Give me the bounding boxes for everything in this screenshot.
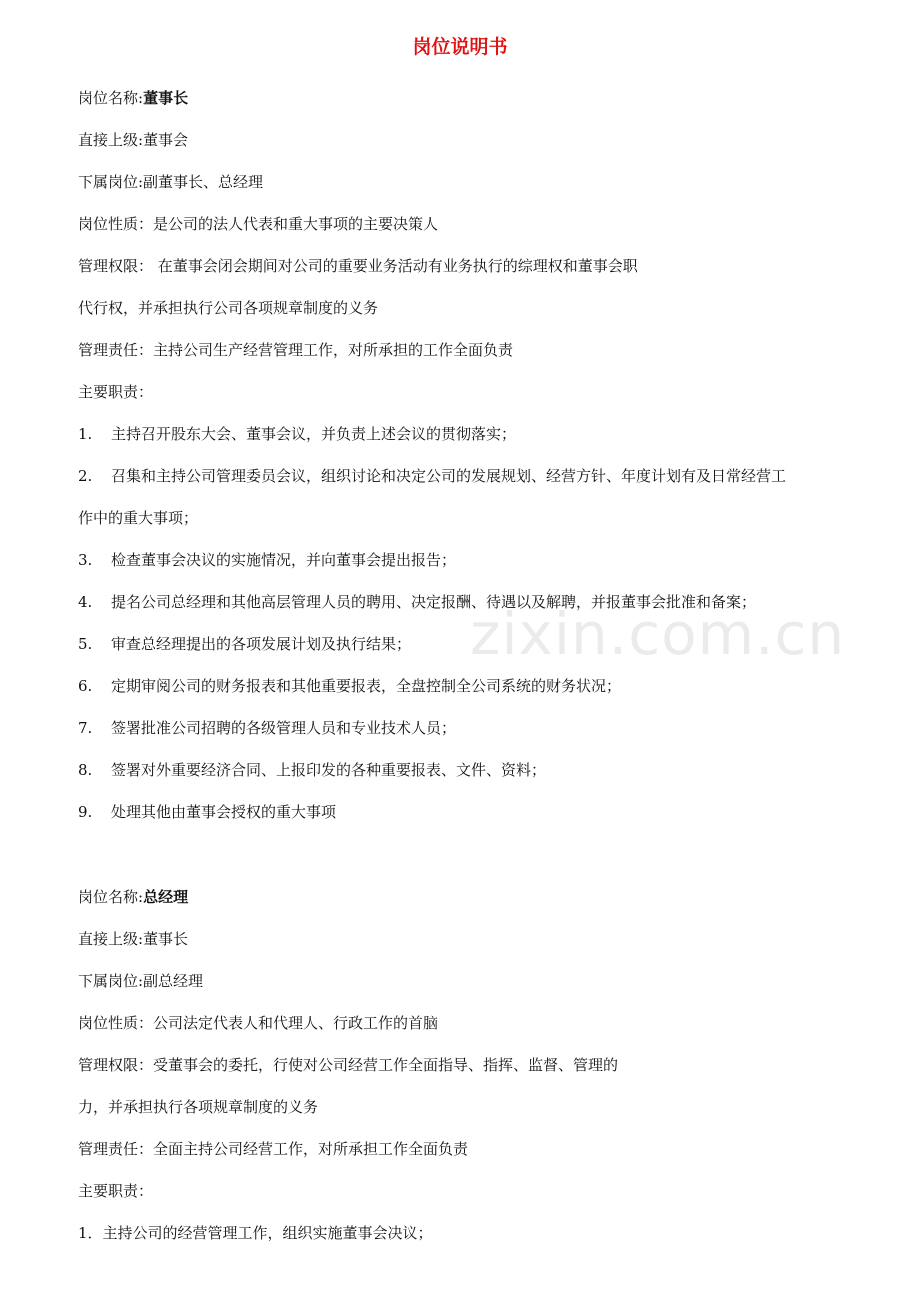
s1-duty-item bbox=[78, 424, 516, 444]
s1-duty-text: 主持召开股东大会、董事会议，并负责上述会议的贯彻落实； bbox=[111, 425, 517, 443]
s1-duty-continuation: 作中的重大事项； bbox=[78, 509, 199, 527]
s2-authority-line2: 力，并承担执行各项规章制度的义务 bbox=[78, 1098, 319, 1116]
s1-position-name bbox=[78, 88, 188, 108]
s1-duty-text: 处理其他由董事会授权的重大事项 bbox=[111, 803, 337, 821]
s2-nature: 岗位性质：公司法定代表人和代理人、行政工作的首脑 bbox=[78, 1014, 439, 1032]
s1-duty-item bbox=[78, 634, 411, 654]
s1-superior: 直接上级:董事会 bbox=[78, 131, 189, 149]
s1-nature: 岗位性质：是公司的法人代表和重大事项的主要决策人 bbox=[78, 215, 439, 233]
s1-duty-num: 1. bbox=[78, 425, 93, 443]
s1-duty-num: 4. bbox=[78, 593, 93, 611]
s2-duty-item: 1．主持公司的经营管理工作，组织实施董事会决议； bbox=[78, 1224, 433, 1242]
s1-name-value: 董事长 bbox=[143, 89, 189, 107]
s1-duty-item bbox=[78, 718, 456, 738]
s1-responsibility: 管理责任：主持公司生产经营管理工作，对所承担的工作全面负责 bbox=[78, 341, 514, 359]
s2-authority-line1: 管理权限：受董事会的委托，行使对公司经营工作全面指导、指挥、监督、管理的 bbox=[78, 1056, 619, 1074]
s1-duty-num: 5. bbox=[78, 635, 93, 653]
s1-duty-item bbox=[78, 592, 756, 612]
s2-subordinates: 下属岗位:副总经理 bbox=[78, 972, 204, 990]
s2-name-label: 岗位名称: bbox=[78, 888, 144, 906]
s1-duty-item bbox=[78, 760, 546, 780]
s1-duty-text: 签署批准公司招聘的各级管理人员和专业技术人员； bbox=[111, 719, 457, 737]
s1-duty-num: 6. bbox=[78, 677, 93, 695]
s1-duty-text: 召集和主持公司管理委员会议，组织讨论和决定公司的发展规划、经营方针、年度计划有及日常经营工 bbox=[111, 467, 787, 485]
s1-authority-line2: 代行权，并承担执行公司各项规章制度的义务 bbox=[78, 299, 379, 317]
s1-duty-item bbox=[78, 550, 456, 570]
s1-duty-text: 检查董事会决议的实施情况，并向董事会提出报告； bbox=[111, 551, 457, 569]
s1-duty-item bbox=[78, 802, 336, 822]
s1-name-label: 岗位名称: bbox=[78, 89, 144, 107]
document-title: 岗位说明书 bbox=[412, 36, 508, 58]
s1-duty-text: 定期审阅公司的财务报表和其他重要报表，全盘控制全公司系统的财务状况； bbox=[111, 677, 622, 695]
s1-duty-num: 2. bbox=[78, 467, 93, 485]
s1-duty-num: 9. bbox=[78, 803, 93, 821]
s2-name-value: 总经理 bbox=[143, 888, 189, 906]
s2-duties-label: 主要职责： bbox=[78, 1182, 154, 1200]
s1-duty-item bbox=[78, 676, 621, 696]
s2-position-name bbox=[78, 887, 188, 907]
s1-duties-label: 主要职责： bbox=[78, 383, 154, 401]
s1-subordinates: 下属岗位:副董事长、总经理 bbox=[78, 173, 264, 191]
s1-duty-text: 审查总经理提出的各项发展计划及执行结果； bbox=[111, 635, 412, 653]
s1-duty-text: 签署对外重要经济合同、上报印发的各种重要报表、文件、资料； bbox=[111, 761, 547, 779]
s1-duty-item bbox=[78, 466, 786, 486]
s1-authority-line1: 管理权限： 在董事会闭会期间对公司的重要业务活动有业务执行的综理权和董事会职 bbox=[78, 257, 638, 275]
s2-responsibility: 管理责任：全面主持公司经营工作，对所承担工作全面负责 bbox=[78, 1140, 469, 1158]
s1-duty-text: 提名公司总经理和其他高层管理人员的聘用、决定报酬、待遇以及解聘，并报董事会批准和备案； bbox=[111, 593, 757, 611]
s1-duty-num: 7. bbox=[78, 719, 93, 737]
s2-superior: 直接上级:董事长 bbox=[78, 930, 189, 948]
s1-duty-num: 8. bbox=[78, 761, 93, 779]
s1-duty-num: 3. bbox=[78, 551, 93, 569]
watermark: zixin.com.cn bbox=[470, 600, 846, 668]
